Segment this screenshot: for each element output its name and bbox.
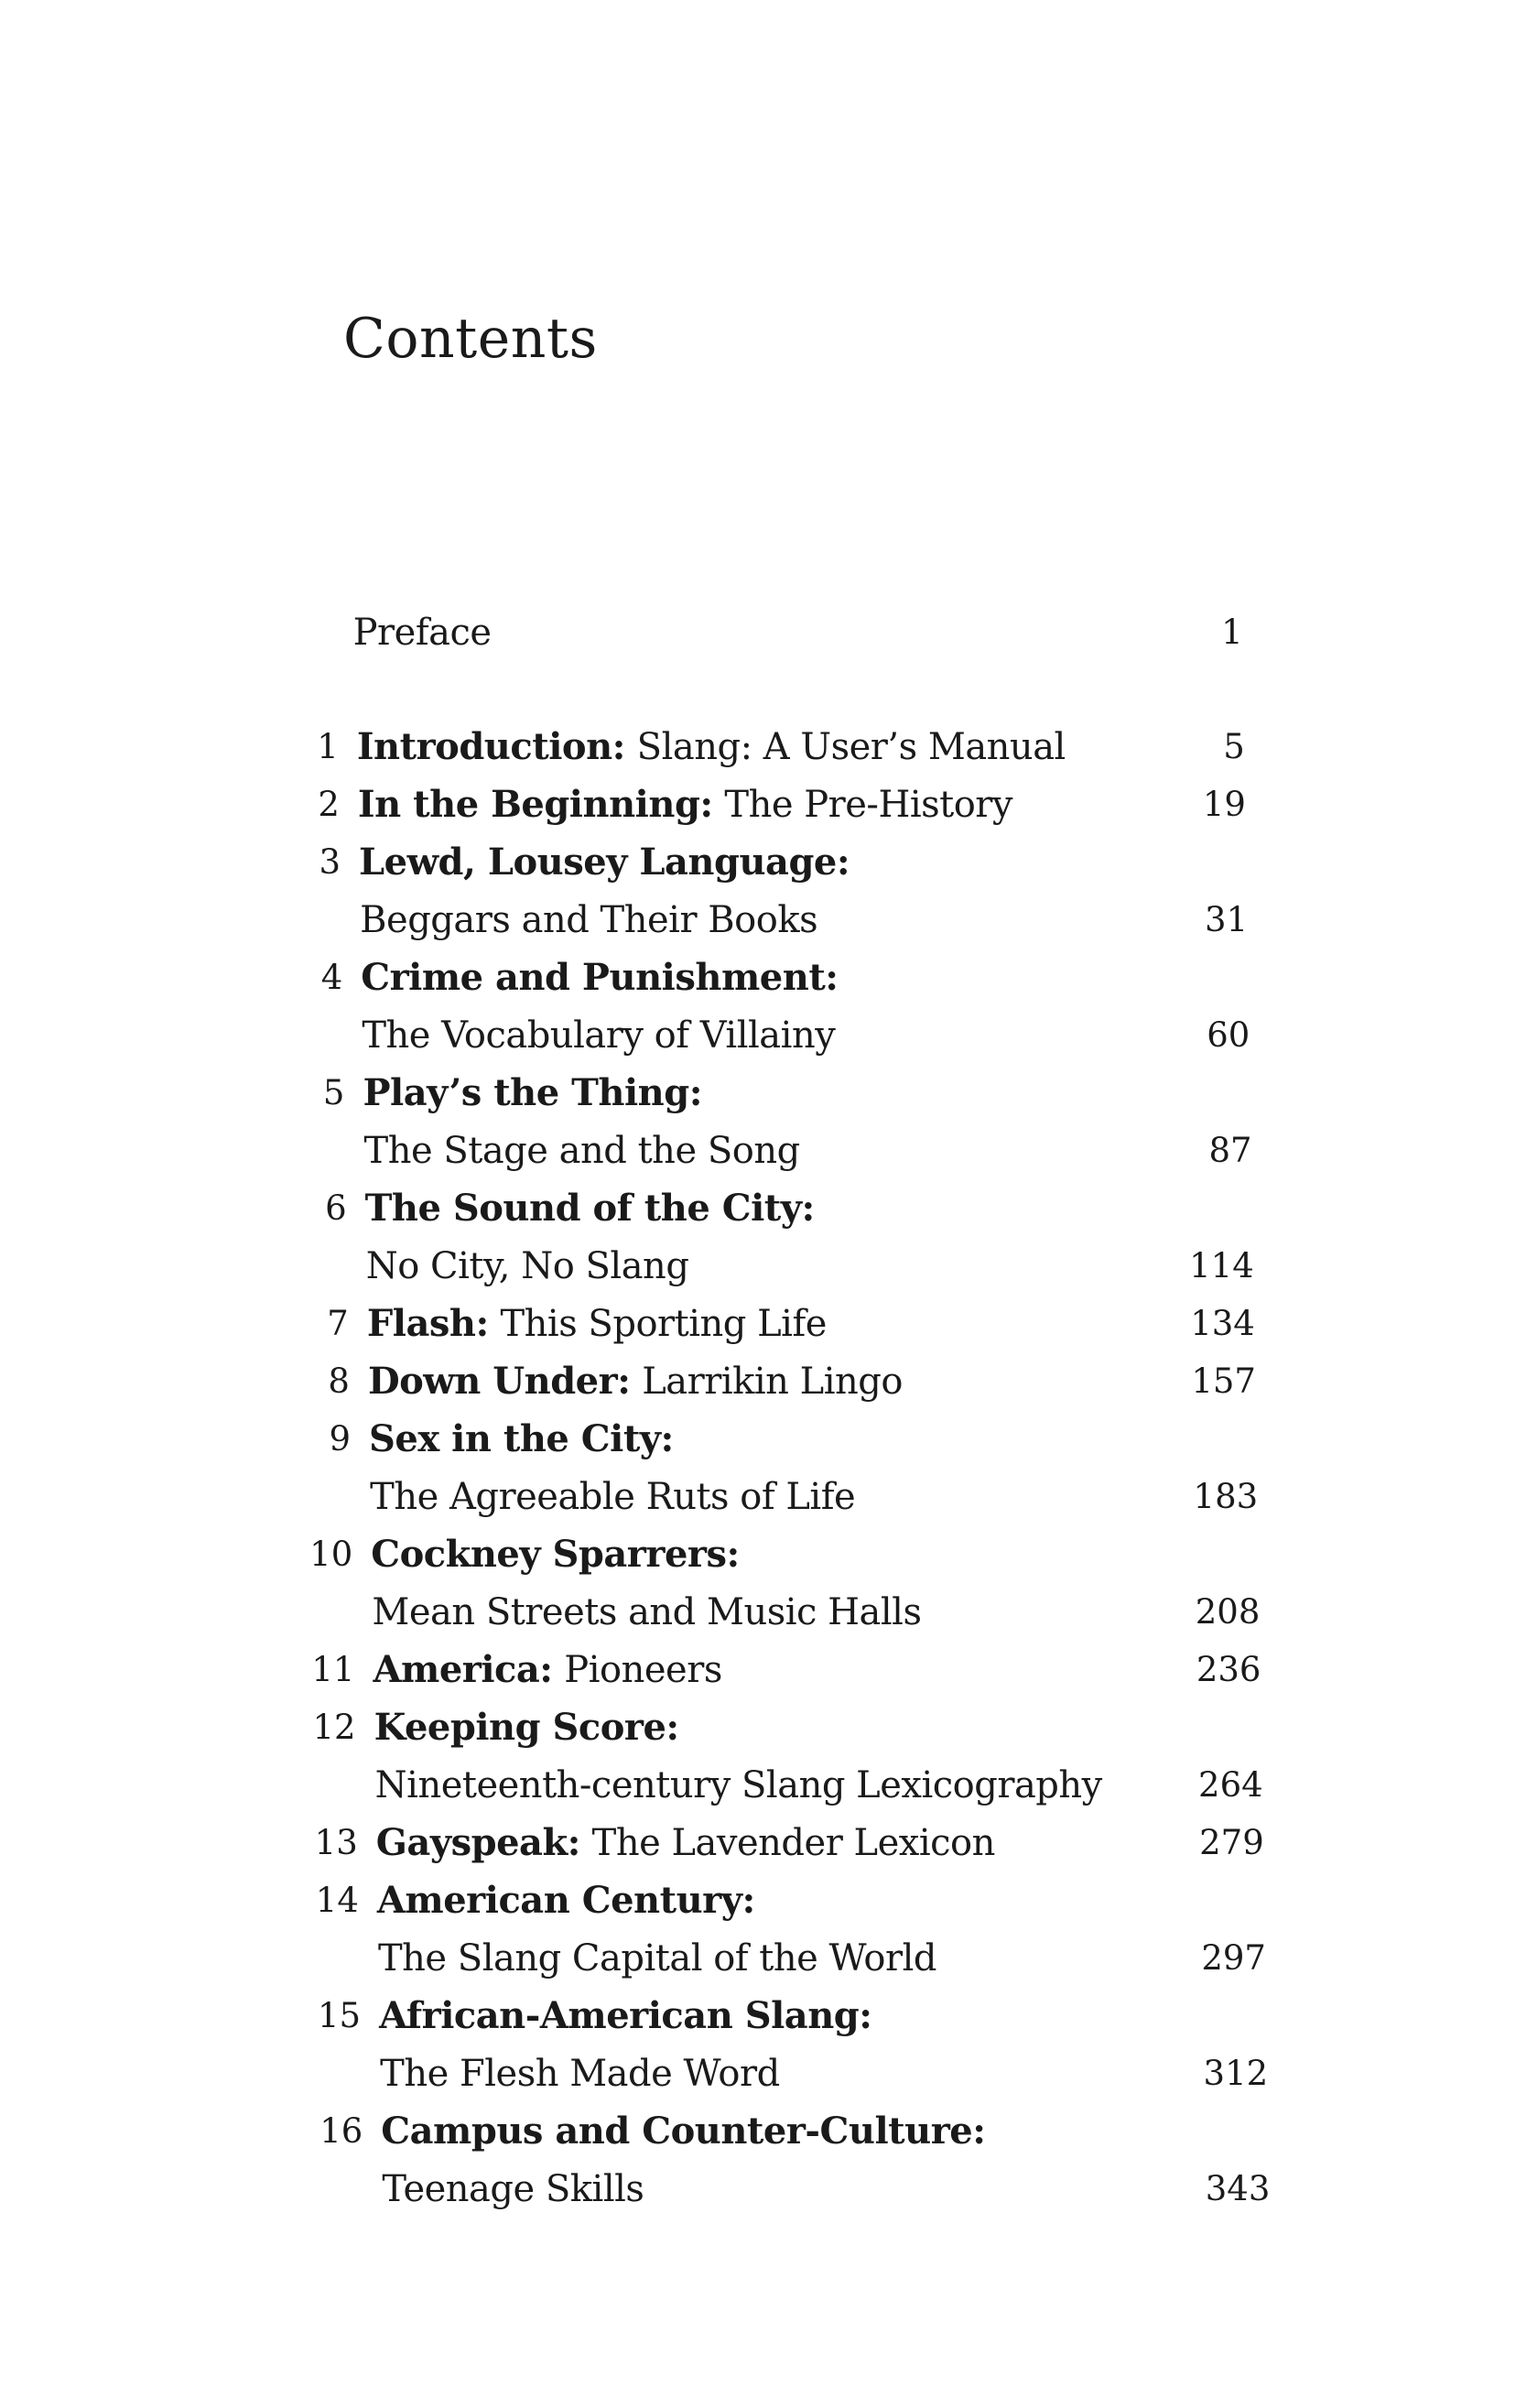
chapter-title — [373, 1646, 721, 1694]
toc-entry-chapter-12 — [0, 1704, 1537, 1752]
chapter-subtitle: The Slang Capital of the World — [377, 1937, 937, 1980]
chapter-number: 8 — [328, 1361, 350, 1401]
page-number: 31 — [1205, 900, 1249, 939]
chapter-title-main: Cockney Sparrers: — [371, 1533, 740, 1576]
page-number: 343 — [1205, 2169, 1271, 2208]
chapter-subtitle: The Vocabulary of Villainy — [362, 1014, 836, 1057]
toc-entry-chapter-16 — [0, 2108, 1537, 2155]
chapter-number: 15 — [317, 1996, 362, 2035]
toc-entry-chapter-1 — [0, 723, 1537, 771]
page-number: 60 — [1207, 1015, 1250, 1055]
toc-entry-subtitle — [0, 1012, 1537, 1059]
page-number: 297 — [1201, 1938, 1266, 1978]
toc-entry-subtitle — [0, 1473, 1537, 1521]
chapter-number: 3 — [319, 842, 341, 882]
chapter-subtitle: Mean Streets and Music Halls — [372, 1591, 922, 1633]
chapter-number: 10 — [309, 1535, 353, 1574]
preface-title: Preface — [352, 612, 492, 654]
chapter-title — [374, 1704, 679, 1752]
chapter-title-rest: Larrikin Lingo — [642, 1361, 903, 1403]
page-number: 264 — [1198, 1765, 1263, 1805]
toc-entry-chapter-13 — [0, 1819, 1537, 1867]
page-number: 279 — [1199, 1823, 1264, 1862]
chapter-title-main: Keeping Score: — [373, 1706, 679, 1749]
chapter-subtitle: The Stage and the Song — [363, 1130, 800, 1172]
page-number: 157 — [1191, 1361, 1256, 1401]
chapter-title-main: The Sound of the City: — [364, 1187, 815, 1230]
toc-entry-subtitle — [0, 1242, 1537, 1290]
page-number: 312 — [1203, 2054, 1269, 2093]
chapter-number: 2 — [318, 785, 340, 824]
chapter-title — [377, 1877, 755, 1925]
toc-entry-chapter-3 — [0, 839, 1537, 886]
chapter-title-main: America: — [373, 1648, 553, 1691]
page-number: 1 — [1221, 613, 1243, 652]
toc-entry-chapter-10 — [0, 1531, 1537, 1578]
chapter-title — [358, 781, 1012, 829]
chapter-number: 13 — [314, 1823, 358, 1862]
chapter-title — [376, 1819, 995, 1867]
chapter-title — [361, 954, 838, 1002]
chapter-title — [357, 723, 1066, 771]
chapter-number: 1 — [317, 727, 339, 766]
page-number: 236 — [1196, 1650, 1261, 1689]
chapter-title-main: Crime and Punishment: — [361, 956, 839, 999]
chapter-title — [367, 1300, 827, 1348]
chapter-title-rest: Pioneers — [564, 1649, 722, 1691]
chapter-title-main: Introduction: — [356, 725, 625, 768]
chapter-number: 7 — [327, 1304, 349, 1343]
toc-entry-chapter-5 — [0, 1069, 1537, 1117]
chapter-subtitle: Beggars and Their Books — [360, 899, 818, 941]
toc-entry-chapter-6 — [0, 1185, 1537, 1232]
chapter-title — [359, 839, 850, 886]
chapter-number: 4 — [320, 958, 343, 997]
chapter-title-main: Campus and Counter-Culture: — [381, 2110, 986, 2153]
toc-entry-subtitle — [0, 2050, 1537, 2098]
chapter-title-main: American Century: — [376, 1879, 755, 1922]
toc-entry-subtitle — [0, 1127, 1537, 1175]
chapter-number: 11 — [311, 1650, 355, 1689]
chapter-number: 9 — [329, 1419, 352, 1459]
chapter-subtitle: The Agreeable Ruts of Life — [370, 1476, 856, 1518]
chapter-title-main: Flash: — [366, 1302, 489, 1345]
toc-entry-chapter-15 — [0, 1992, 1537, 2040]
toc-entry-chapter-7 — [0, 1300, 1537, 1348]
chapter-title-rest: The Lavender Lexicon — [591, 1822, 995, 1864]
page-number: 134 — [1190, 1304, 1255, 1343]
chapter-title — [381, 2108, 985, 2155]
chapter-title — [369, 1416, 674, 1463]
chapter-title-main: Down Under: — [367, 1360, 631, 1403]
chapter-subtitle: Nineteenth-century Slang Lexicography — [374, 1764, 1102, 1806]
chapter-title-main: African-American Slang: — [379, 1994, 872, 2037]
toc-entry-chapter-11 — [0, 1646, 1537, 1694]
chapter-number: 12 — [312, 1708, 356, 1747]
chapter-title-main: Sex in the City: — [369, 1417, 674, 1460]
chapter-title-rest: The Pre-History — [724, 784, 1013, 826]
chapter-title-main: In the Beginning: — [357, 783, 713, 826]
toc-entry-subtitle — [0, 1762, 1537, 1809]
chapter-subtitle: No City, No Slang — [365, 1245, 689, 1287]
page-number: 114 — [1189, 1246, 1254, 1285]
toc-entry-chapter-9 — [0, 1416, 1537, 1463]
toc-entry-subtitle — [0, 1935, 1537, 1982]
chapter-number: 14 — [315, 1881, 359, 1920]
page-number: 87 — [1208, 1131, 1252, 1170]
toc-entry-chapter-8 — [0, 1358, 1537, 1405]
page-title: Contents — [343, 307, 598, 371]
chapter-title-main: Gayspeak: — [375, 1821, 580, 1864]
toc-entry-subtitle — [0, 896, 1537, 944]
chapter-subtitle: The Flesh Made Word — [380, 2053, 780, 2095]
page-number: 5 — [1223, 727, 1245, 766]
toc-entry-subtitle — [0, 1589, 1537, 1636]
page-number: 19 — [1202, 785, 1246, 824]
chapter-title — [365, 1185, 815, 1232]
page-number: 183 — [1193, 1477, 1259, 1516]
chapter-title-main: Play’s the Thing: — [363, 1071, 702, 1114]
chapter-title-rest: Slang: A User’s Manual — [636, 726, 1066, 768]
toc-entry-chapter-4 — [0, 954, 1537, 1002]
toc-entry-subtitle — [0, 2165, 1537, 2213]
chapter-number: 5 — [322, 1073, 345, 1112]
toc-entry-preface — [0, 609, 1537, 656]
chapter-number: 6 — [325, 1188, 347, 1228]
chapter-title — [363, 1069, 702, 1117]
toc-entry-chapter-2 — [0, 781, 1537, 829]
chapter-title — [379, 1992, 871, 2040]
chapter-title — [368, 1358, 903, 1405]
chapter-title-main: Lewd, Lousey Language: — [359, 841, 850, 884]
page-number: 208 — [1195, 1592, 1261, 1632]
chapter-number: 16 — [319, 2111, 363, 2151]
chapter-subtitle: Teenage Skills — [382, 2168, 644, 2210]
chapter-title — [371, 1531, 740, 1578]
toc-entry-chapter-14 — [0, 1877, 1537, 1925]
chapter-title-rest: This Sporting Life — [500, 1303, 827, 1345]
